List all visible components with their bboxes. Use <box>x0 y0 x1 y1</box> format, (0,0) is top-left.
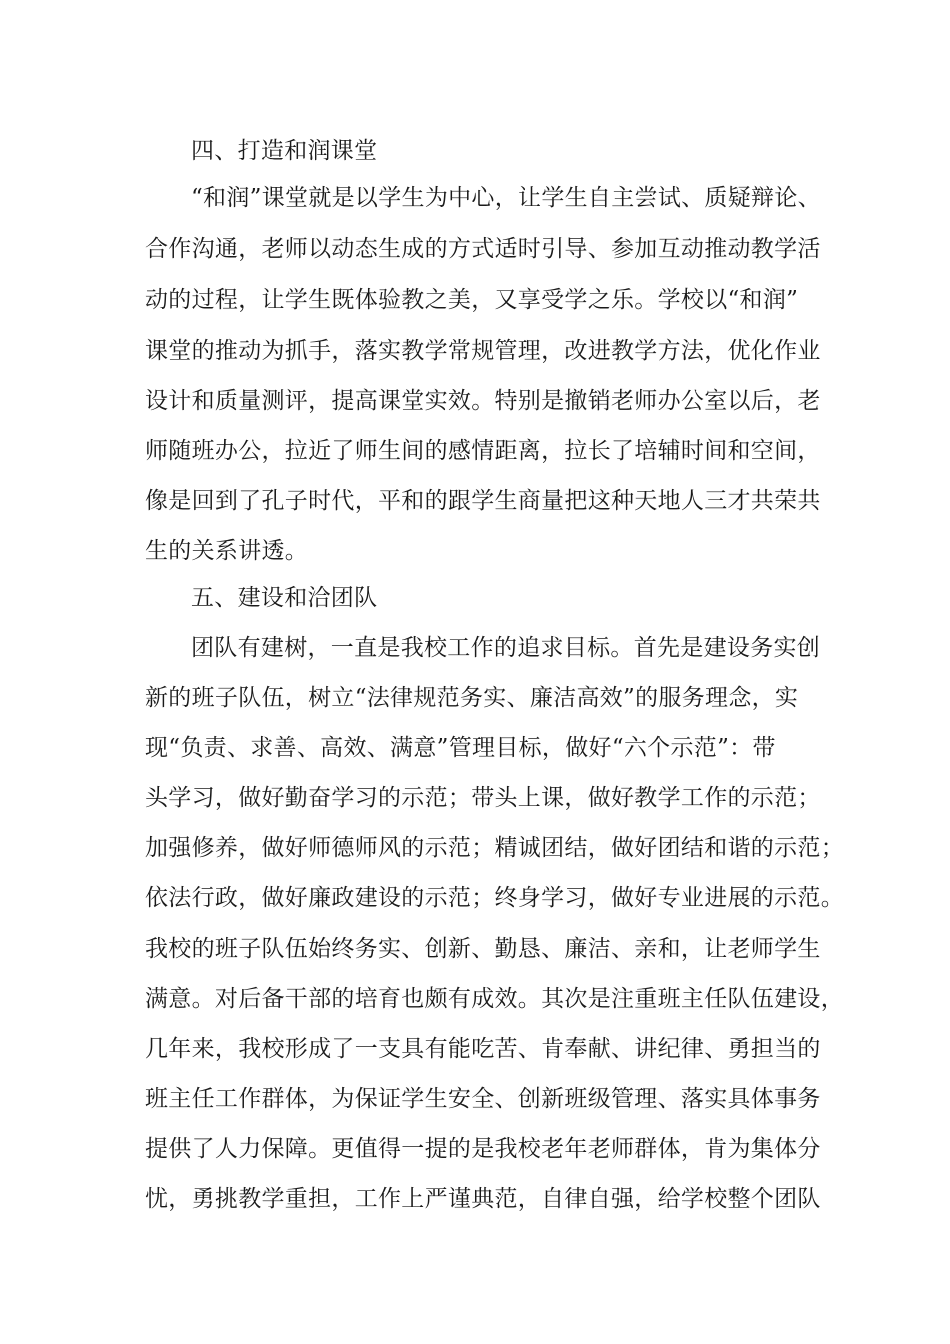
paragraph-line: 班主任工作群体，为保证学生安全、创新班级管理、落实具体事务 <box>145 1086 821 1112</box>
paragraph-line: 我校的班子队伍始终务实、创新、勤恳、廉洁、亲和，让老师学生 <box>145 936 821 962</box>
paragraph-line: 提供了人力保障。更值得一提的是我校老年老师群体，肯为集体分 <box>145 1136 821 1162</box>
paragraph-line: 师随班办公，拉近了师生间的感情距离，拉长了培辅时间和空间， <box>145 438 821 464</box>
paragraph-line: 课堂的推动为抓手，落实教学常规管理，改进教学方法，优化作业 <box>145 338 821 364</box>
section-heading-5: 五、建设和洽团队 <box>191 585 378 611</box>
paragraph-line: 依法行政，做好廉政建设的示范；终身学习，做好专业进展的示范。 <box>145 885 844 911</box>
paragraph-line: 合作沟通，老师以动态生成的方式适时引导、参加互动推动教学活 <box>145 236 821 262</box>
paragraph-line: 忧，勇挑教学重担，工作上严谨典范，自律自强，给学校整个团队 <box>145 1186 821 1212</box>
paragraph-line: 像是回到了孔子时代，平和的跟学生商量把这种天地人三才共荣共 <box>145 488 821 514</box>
paragraph-line: “和润”课堂就是以学生为中心，让学生自主尝试、质疑辩论、 <box>191 185 821 211</box>
paragraph-line: 几年来，我校形成了一支具有能吃苦、肯奉献、讲纪律、勇担当的 <box>145 1036 821 1062</box>
paragraph-line: 满意。对后备干部的培育也颇有成效。其次是注重班主任队伍建设， <box>145 986 844 1012</box>
paragraph-line: 头学习，做好勤奋学习的示范；带头上课，做好教学工作的示范； <box>145 785 821 811</box>
paragraph-line: 团队有建树，一直是我校工作的追求目标。首先是建设务实创 <box>191 635 821 661</box>
paragraph-line: 加强修养，做好师德师风的示范；精诚团结，做好团结和谐的示范； <box>145 835 844 861</box>
paragraph-line: 动的过程，让学生既体验教之美，又享受学之乐。学校以“和润” <box>145 287 799 313</box>
paragraph-line: 现“负责、求善、高效、满意”管理目标，做好“六个示范”：带 <box>145 735 776 761</box>
section-heading-4: 四、打造和润课堂 <box>191 138 378 164</box>
paragraph-line: 生的关系讲透。 <box>145 538 309 564</box>
paragraph-line: 设计和质量测评，提高课堂实效。特别是撤销老师办公室以后，老 <box>145 388 821 414</box>
paragraph-line: 新的班子队伍，树立“法律规范务实、廉洁高效”的服务理念，实 <box>145 685 799 711</box>
